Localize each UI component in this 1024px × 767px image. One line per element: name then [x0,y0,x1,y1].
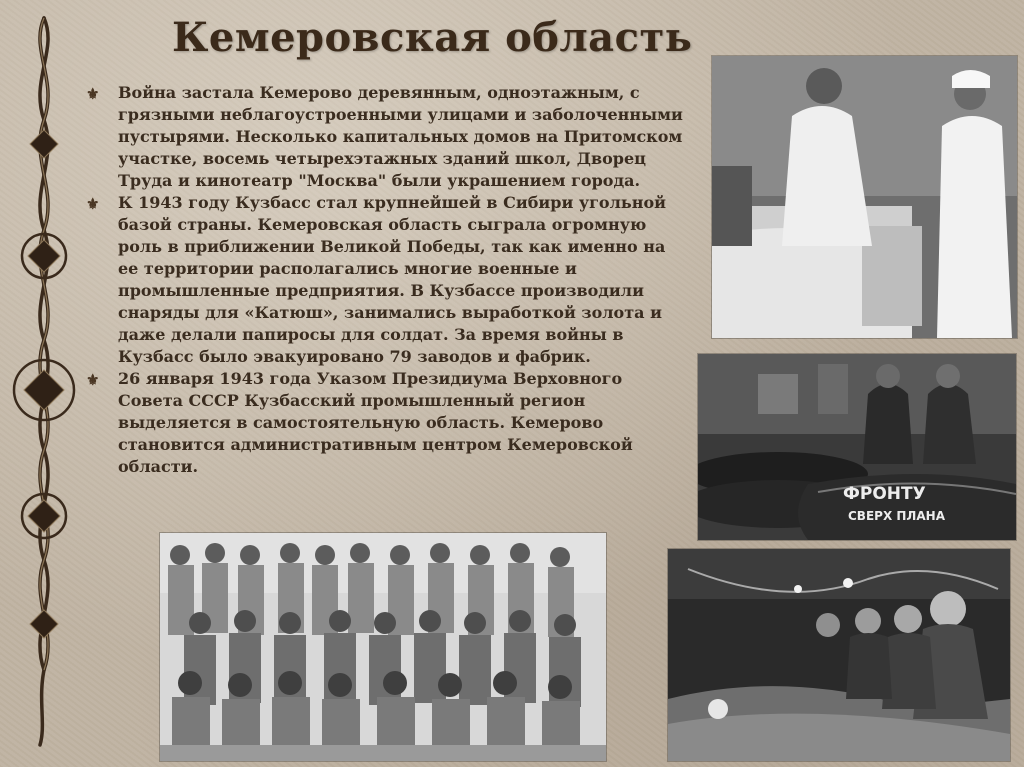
bullet-item [84,368,690,478]
hospital-photo [712,56,1017,338]
bullet-item [84,82,690,192]
soldiers-group-photo [160,533,606,761]
bullet-list [84,82,690,478]
fleuron-bullet-icon: ⚜ [86,371,100,389]
bullet-text: 26 января 1943 года Указом Президиума Верховного Совета СССР Кузбасский промышленный регион выделяется в самостоятельную область. Кемерово становится административным центром Кемеровской области. [118,369,633,476]
bullet-item [84,192,690,368]
bullet-text: К 1943 году Кузбасс стал крупнейшей в Сибири угольной базой страны. Кемеровская область сыграла огромную роль в приближении Великой Победы, так как именно на ее территории располагались многие военные и промышленные предприятия. В Кузбассе производили снаряды для «Катюш», занимались выработкой золота и даже делали папиросы для солдат. За время войны в Кузбасс было эвакуировано 79 заводов и фабрик. [118,193,666,366]
decorative-vine-ornament [0,10,80,750]
slide-title: Кемеровская область [172,14,693,61]
shell-factory-photo [698,354,1016,540]
fleuron-bullet-icon: ⚜ [86,195,100,213]
mine-workers-photo [668,549,1010,761]
shell-inscription-front: ФРОНТУ [843,484,926,504]
bullet-text: Война застала Кемерово деревянным, одноэтажным, с грязными неблагоустроенными улицами и заболоченными пустырями. Несколько капитальных домов на Притомском участке, восемь четырехэтажных зданий школ, Дворец Труда и кинотеатр "Москва" были украшением города. [118,83,683,190]
fleuron-bullet-icon: ⚜ [86,85,100,103]
shell-inscription-plan: СВЕРХ ПЛАНА [848,509,946,523]
